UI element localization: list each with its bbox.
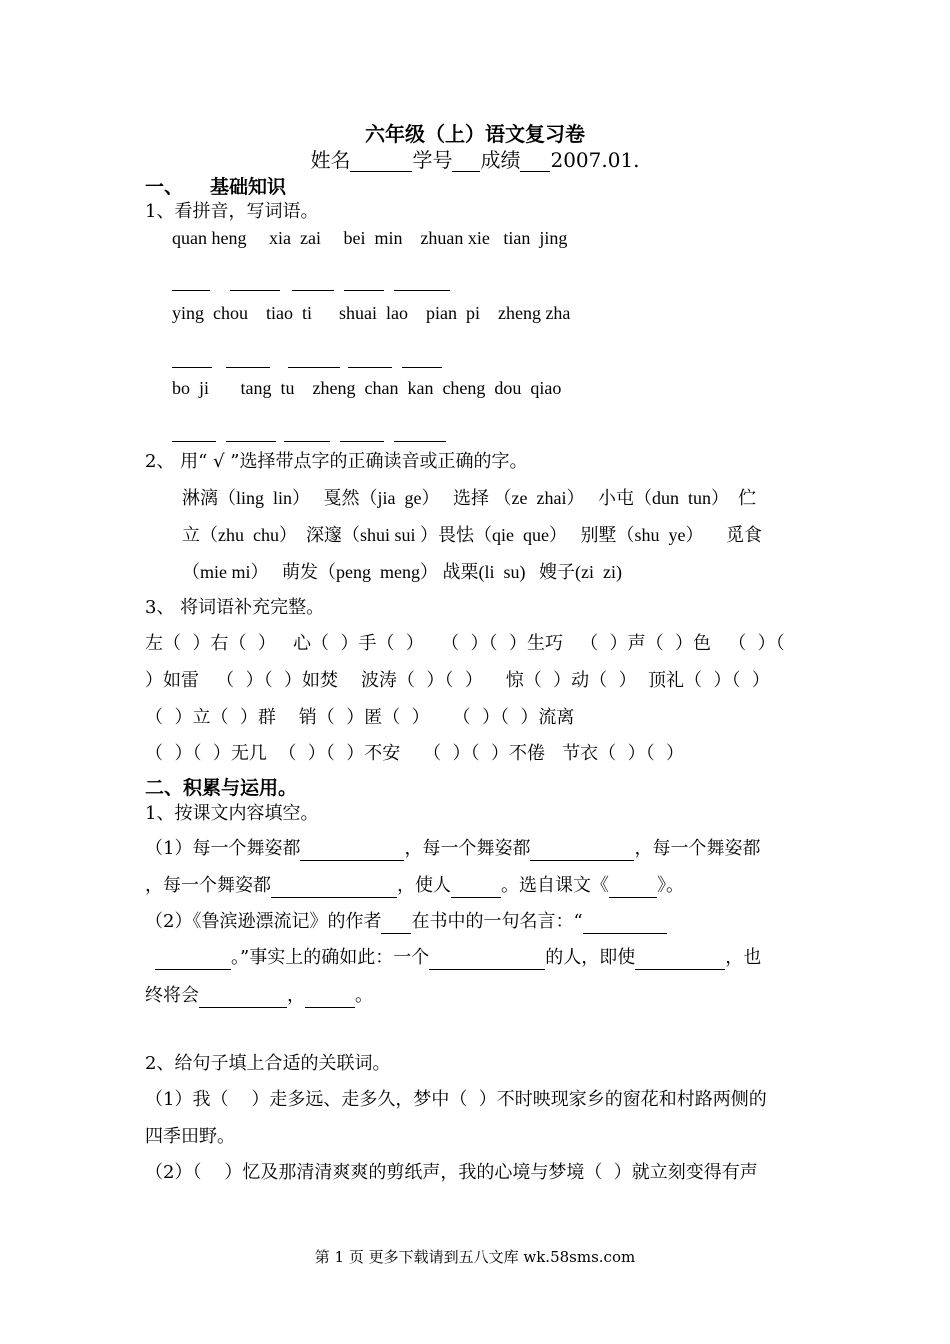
- page-title: 六年级（上）语文复习卷: [365, 122, 585, 146]
- q3-line-3: （ ）立（ ）群 销（ ）匿（ ） （ ）（ ）流离: [145, 707, 575, 728]
- fill-blank[interactable]: [635, 949, 725, 970]
- q2-line-2: 立（zhu chu） 深邃（shui sui ）畏怯（qie que） 别墅（shu ye） 觅食: [182, 525, 762, 545]
- s2-q1-line-4: [145, 946, 761, 970]
- s2-q1-text: 。选自课文《: [501, 875, 609, 896]
- s2-q1-text: ，每一个舞姿都: [145, 875, 271, 896]
- s2-q2-line-1: （1）我（ ）走多远、走多久，梦中（ ）不时映现家乡的窗花和村路两侧的: [145, 1089, 767, 1110]
- s2-q1-text: ，: [287, 985, 305, 1006]
- fill-blank[interactable]: [271, 877, 397, 898]
- s2-q1-text: （1）每一个舞姿都: [145, 838, 301, 859]
- q2-label: 2、 用“ √ ”选择带点字的正确读音或正确的字。: [145, 451, 528, 472]
- q1-label: 1、看拼音，写词语。: [145, 201, 319, 222]
- fill-blank[interactable]: [451, 877, 501, 898]
- s2-q1-text: ，每一个舞姿都: [404, 838, 531, 859]
- score-blank[interactable]: [520, 151, 550, 172]
- s2-q1-line-5: [145, 984, 373, 1008]
- s2-q2-label: 2、给句子填上合适的关联词。: [145, 1053, 391, 1074]
- q3-line-4: （ ）（ ）无几 （ ）（ ）不安 （ ）（ ）不倦 节衣（ ）（ ）: [145, 743, 685, 764]
- s2-q1-text: （2）《鲁滨逊漂流记》的作者: [145, 911, 382, 932]
- s2-q1-text: 。”事实上的确如此：一个: [231, 947, 430, 968]
- student-info-line: [0, 148, 950, 172]
- q3-line-2: ）如雷 （ ）（ ）如焚 波涛（ ）（ ） 惊（ ）动（ ） 顶礼（ ）（ ）: [145, 670, 770, 691]
- pinyin-row-3: bo ji tang tu zheng chan kan cheng dou qiao: [172, 378, 562, 398]
- section1-heading-number: 一、: [145, 176, 184, 198]
- s2-q1-text: ，也: [725, 947, 762, 968]
- section1-heading: 基础知识: [210, 176, 287, 198]
- s2-q2-line-2: 四季田野。: [145, 1126, 235, 1147]
- fill-blank[interactable]: [530, 840, 634, 861]
- id-label: 学号: [412, 148, 453, 172]
- s2-q1-text: 在书中的一句名言：“: [411, 911, 583, 932]
- name-blank[interactable]: [350, 151, 412, 172]
- pinyin-row-2: ying chou tiao ti shuai lao pian pi zheng zha: [172, 303, 571, 323]
- s2-q2-line-3: （2）（ ）忆及那清清爽爽的剪纸声，我的心境与梦境（ ）就立刻变得有声: [145, 1162, 758, 1183]
- s2-q1-text: 终将会: [145, 985, 199, 1006]
- q2-line-3: （mie mi） 萌发（peng meng） 战栗(li su) 嫂子(zi zi): [182, 562, 622, 582]
- s2-q1-label: 1、按课文内容填空。: [145, 803, 319, 824]
- s2-q1-text: ，使人: [397, 875, 451, 896]
- fill-blank[interactable]: [429, 949, 545, 970]
- q3-label: 3、 将词语补充完整。: [145, 597, 325, 618]
- s2-q1-text: 。: [355, 985, 373, 1006]
- s2-q1-line-3: [145, 910, 667, 934]
- author-blank[interactable]: [381, 913, 411, 934]
- fill-blank[interactable]: [305, 987, 355, 1008]
- q3-line-1: 左（ ）右（ ） 心（ ）手（ ） （ ）（ ）生巧 （ ）声（ ）色 （ ）（: [145, 633, 785, 654]
- fill-blank[interactable]: [199, 987, 287, 1008]
- fill-blank[interactable]: [300, 840, 404, 861]
- score-label: 成绩: [480, 148, 521, 172]
- page-footer: 第 1 页 更多下载请到五八文库 wk.58sms.com: [314, 1248, 636, 1266]
- s2-q1-text: 》。: [657, 875, 684, 896]
- exam-date: 2007.01.: [550, 148, 640, 172]
- id-blank[interactable]: [452, 151, 480, 172]
- q2-line-1: 淋漓（ling lin） 戛然（jia ge） 选择 （ze zhai） 小屯（dun tun） 伫: [182, 488, 756, 508]
- section2-heading: 二、积累与运用。: [145, 777, 298, 799]
- quote-blank-cont[interactable]: [155, 949, 231, 970]
- s2-q1-text: 的人，即使: [545, 947, 636, 968]
- lesson-title-blank[interactable]: [609, 877, 657, 898]
- s2-q1-text: ，每一个舞姿都: [634, 838, 761, 859]
- name-label: 姓名: [310, 148, 351, 172]
- s2-q1-line-2: [145, 874, 684, 898]
- s2-q1-line-1: [145, 837, 760, 861]
- pinyin-row-1: quan heng xia zai bei min zhuan xie tian jing: [172, 228, 568, 248]
- quote-blank[interactable]: [583, 913, 667, 934]
